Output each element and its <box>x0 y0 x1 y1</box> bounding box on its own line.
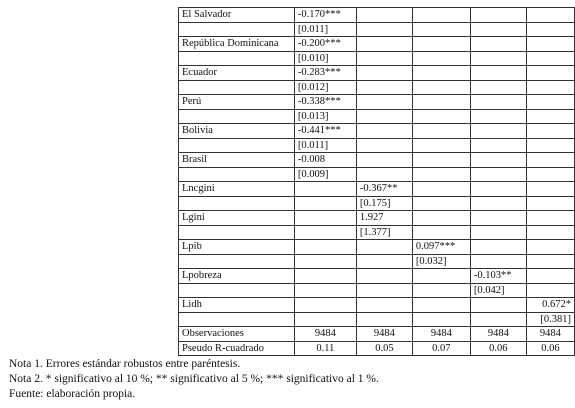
model-3-cell <box>412 211 470 226</box>
variable-cell <box>179 109 295 124</box>
model-4-cell: [0.042] <box>470 283 526 298</box>
variable-cell: Perú <box>179 95 295 110</box>
model-5-cell <box>526 138 574 153</box>
variable-cell: Lncgini <box>179 182 295 197</box>
model-5-cell <box>526 240 574 255</box>
model-3-cell <box>412 182 470 197</box>
model-1-cell: [0.011] <box>294 138 356 153</box>
model-1-cell: [0.009] <box>294 167 356 182</box>
model-2-cell <box>356 51 412 66</box>
std-error-row <box>179 109 575 124</box>
model-3-cell <box>412 138 470 153</box>
model-1-cell: -0.170*** <box>294 8 356 23</box>
model-1-cell: [0.013] <box>294 109 356 124</box>
coefficient-row <box>179 66 575 81</box>
variable-cell: Lpib <box>179 240 295 255</box>
coefficient-row <box>179 182 575 197</box>
model-3-cell <box>412 22 470 37</box>
coefficient-row <box>179 95 575 110</box>
model-2-cell <box>356 254 412 269</box>
model-4-cell <box>470 298 526 313</box>
variable-cell: El Salvador <box>179 8 295 23</box>
model-2-cell <box>356 66 412 81</box>
model-4-cell <box>470 80 526 95</box>
regression-table <box>178 7 575 356</box>
model-1-cell <box>294 211 356 226</box>
variable-cell: Ecuador <box>179 66 295 81</box>
variable-cell <box>179 254 295 269</box>
model-5-cell <box>526 95 574 110</box>
model-4-cell <box>470 225 526 240</box>
model-4-cell: 9484 <box>470 327 526 342</box>
variable-cell: Lidh <box>179 298 295 313</box>
model-3-cell <box>412 8 470 23</box>
model-5-cell <box>526 211 574 226</box>
std-error-row <box>179 167 575 182</box>
model-1-cell <box>294 240 356 255</box>
model-1-cell: -0.008 <box>294 153 356 168</box>
model-4-cell <box>470 240 526 255</box>
model-4-cell <box>470 37 526 52</box>
model-1-cell: [0.012] <box>294 80 356 95</box>
model-2-cell: 1.927 <box>356 211 412 226</box>
model-2-cell <box>356 109 412 124</box>
note-1: Nota 1. Errores estándar robustos entre paréntesis. <box>9 358 241 370</box>
model-1-cell <box>294 254 356 269</box>
note-2: Nota 2. * significativo al 10 %; ** significativo al 5 %; *** significativo al 1 %. <box>9 373 379 385</box>
model-5-cell <box>526 225 574 240</box>
coefficient-row <box>179 298 575 313</box>
model-3-cell <box>412 124 470 139</box>
model-2-cell <box>356 312 412 327</box>
model-2-cell: [1.377] <box>356 225 412 240</box>
variable-cell: Bolivia <box>179 124 295 139</box>
table-notes <box>9 357 379 402</box>
variable-cell <box>179 22 295 37</box>
model-3-cell <box>412 109 470 124</box>
model-4-cell: 0.06 <box>470 341 526 356</box>
model-5-cell <box>526 196 574 211</box>
model-5-cell <box>526 22 574 37</box>
regression-table-body <box>179 8 575 356</box>
model-3-cell: 0.07 <box>412 341 470 356</box>
coefficient-row <box>179 269 575 284</box>
variable-cell: Pseudo R-cuadrado <box>179 341 295 356</box>
model-2-cell <box>356 124 412 139</box>
model-1-cell <box>294 312 356 327</box>
model-5-cell <box>526 51 574 66</box>
model-2-cell <box>356 240 412 255</box>
std-error-row <box>179 80 575 95</box>
model-4-cell: -0.103** <box>470 269 526 284</box>
model-5-cell: 9484 <box>526 327 574 342</box>
model-1-cell: [0.011] <box>294 22 356 37</box>
model-5-cell <box>526 109 574 124</box>
model-3-cell: 0.097*** <box>412 240 470 255</box>
model-5-cell: 0.672* <box>526 298 574 313</box>
model-2-cell: 0.05 <box>356 341 412 356</box>
model-1-cell: -0.200*** <box>294 37 356 52</box>
model-5-cell <box>526 269 574 284</box>
coefficient-row <box>179 211 575 226</box>
model-4-cell <box>470 196 526 211</box>
model-3-cell <box>412 196 470 211</box>
model-3-cell <box>412 37 470 52</box>
model-3-cell <box>412 80 470 95</box>
model-4-cell <box>470 51 526 66</box>
model-3-cell: 9484 <box>412 327 470 342</box>
coefficient-row <box>179 37 575 52</box>
model-2-cell <box>356 269 412 284</box>
model-2-cell <box>356 283 412 298</box>
variable-cell <box>179 312 295 327</box>
model-5-cell <box>526 124 574 139</box>
model-2-cell: -0.367** <box>356 182 412 197</box>
model-1-cell: -0.441*** <box>294 124 356 139</box>
variable-cell: República Dominicana <box>179 37 295 52</box>
model-5-cell <box>526 80 574 95</box>
variable-cell <box>179 225 295 240</box>
model-1-cell <box>294 269 356 284</box>
std-error-row <box>179 196 575 211</box>
std-error-row <box>179 138 575 153</box>
model-1-cell <box>294 298 356 313</box>
model-3-cell <box>412 167 470 182</box>
variable-cell: Brasil <box>179 153 295 168</box>
model-4-cell <box>470 124 526 139</box>
model-2-cell <box>356 95 412 110</box>
model-5-cell <box>526 167 574 182</box>
variable-cell: Observaciones <box>179 327 295 342</box>
variable-cell <box>179 196 295 211</box>
model-2-cell <box>356 37 412 52</box>
model-5-cell <box>526 153 574 168</box>
coefficient-row <box>179 240 575 255</box>
std-error-row <box>179 225 575 240</box>
model-5-cell <box>526 8 574 23</box>
model-4-cell <box>470 312 526 327</box>
model-1-cell: 0.11 <box>294 341 356 356</box>
model-5-cell <box>526 254 574 269</box>
variable-cell: Lpobreza <box>179 269 295 284</box>
model-4-cell <box>470 182 526 197</box>
model-5-cell <box>526 182 574 197</box>
summary-row <box>179 341 575 356</box>
model-4-cell <box>470 109 526 124</box>
source-note: Fuente: elaboración propia. <box>9 388 136 400</box>
variable-cell <box>179 138 295 153</box>
model-3-cell <box>412 66 470 81</box>
std-error-row <box>179 22 575 37</box>
coefficient-row <box>179 8 575 23</box>
model-1-cell <box>294 225 356 240</box>
model-4-cell <box>470 138 526 153</box>
model-3-cell: [0.032] <box>412 254 470 269</box>
model-2-cell <box>356 298 412 313</box>
model-2-cell: [0.175] <box>356 196 412 211</box>
summary-row <box>179 327 575 342</box>
model-1-cell <box>294 283 356 298</box>
model-3-cell <box>412 283 470 298</box>
model-3-cell <box>412 298 470 313</box>
model-2-cell <box>356 153 412 168</box>
model-3-cell <box>412 269 470 284</box>
model-3-cell <box>412 51 470 66</box>
model-2-cell <box>356 167 412 182</box>
model-5-cell: 0.06 <box>526 341 574 356</box>
model-1-cell: [0.010] <box>294 51 356 66</box>
coefficient-row <box>179 124 575 139</box>
model-2-cell: 9484 <box>356 327 412 342</box>
model-3-cell <box>412 95 470 110</box>
model-1-cell: -0.338*** <box>294 95 356 110</box>
model-4-cell <box>470 95 526 110</box>
std-error-row <box>179 283 575 298</box>
model-5-cell <box>526 283 574 298</box>
model-2-cell <box>356 80 412 95</box>
model-4-cell <box>470 66 526 81</box>
model-4-cell <box>470 153 526 168</box>
model-1-cell <box>294 196 356 211</box>
model-4-cell <box>470 254 526 269</box>
variable-cell <box>179 80 295 95</box>
model-4-cell <box>470 8 526 23</box>
model-2-cell <box>356 8 412 23</box>
model-2-cell <box>356 138 412 153</box>
model-1-cell: 9484 <box>294 327 356 342</box>
model-5-cell: [0.381] <box>526 312 574 327</box>
model-5-cell <box>526 66 574 81</box>
model-4-cell <box>470 211 526 226</box>
model-4-cell <box>470 22 526 37</box>
model-5-cell <box>526 37 574 52</box>
model-1-cell <box>294 182 356 197</box>
variable-cell: Lgini <box>179 211 295 226</box>
model-3-cell <box>412 225 470 240</box>
variable-cell <box>179 283 295 298</box>
variable-cell <box>179 51 295 66</box>
model-3-cell <box>412 312 470 327</box>
std-error-row <box>179 254 575 269</box>
variable-cell <box>179 167 295 182</box>
model-3-cell <box>412 153 470 168</box>
std-error-row <box>179 312 575 327</box>
coefficient-row <box>179 153 575 168</box>
model-2-cell <box>356 22 412 37</box>
model-4-cell <box>470 167 526 182</box>
std-error-row <box>179 51 575 66</box>
model-1-cell: -0.283*** <box>294 66 356 81</box>
